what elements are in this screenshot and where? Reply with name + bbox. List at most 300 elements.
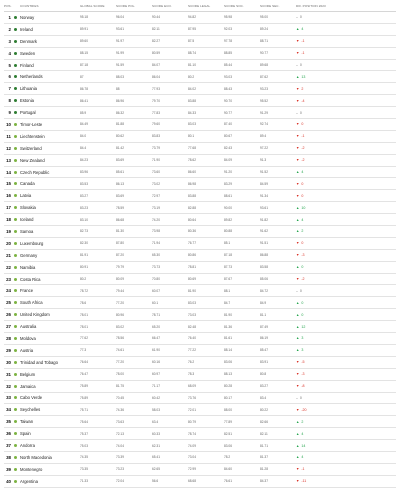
table-row[interactable] — [4, 238, 396, 250]
safety-score: 93.23 — [260, 86, 268, 91]
table-row[interactable] — [4, 345, 396, 357]
arrow-up-icon: ▲ — [296, 27, 300, 32]
economic-score: 71.90 — [152, 158, 160, 163]
global-score: 82.73 — [80, 229, 88, 234]
arrow-down-icon: ▼ — [296, 146, 300, 151]
table-row[interactable] — [4, 357, 396, 369]
arrow-up-icon: ▲ — [296, 443, 300, 448]
table-row[interactable] — [4, 143, 396, 155]
social-score: 80.17 — [224, 395, 232, 400]
legal-score: 77.68 — [188, 146, 196, 151]
arrow-down-icon: ▼ — [296, 51, 300, 56]
rank-cell: 15 — [6, 181, 11, 187]
table-row[interactable] — [4, 297, 396, 309]
political-score: 77.20 — [116, 360, 124, 365]
position-change — [296, 336, 356, 340]
table-row[interactable] — [4, 178, 396, 190]
status-dot-icon — [11, 242, 20, 245]
country-name: Switzerland — [20, 145, 42, 151]
economic-score: 86.04 — [152, 74, 160, 79]
status-dot-icon — [11, 289, 20, 292]
arrow-down-icon: ▼ — [296, 467, 300, 472]
economic-score: 65.20 — [152, 324, 160, 329]
country-name: Taiwan — [20, 419, 34, 425]
position-change — [296, 467, 356, 471]
table-row[interactable] — [4, 333, 396, 345]
position-change — [296, 301, 356, 305]
global-score: 83.10 — [80, 217, 88, 222]
table-row[interactable] — [4, 416, 396, 428]
country-name: Norway — [20, 14, 35, 20]
position-change — [296, 15, 356, 19]
global-score: 85.9 — [80, 110, 87, 115]
global-score: 78.01 — [80, 312, 88, 317]
legal-score: 94.82 — [188, 15, 196, 20]
position-change-value: 0 — [301, 300, 304, 305]
rank-cell: 19 — [6, 228, 11, 234]
global-score: 84.23 — [80, 158, 88, 163]
country-name: Timor-Leste — [20, 121, 43, 127]
safety-score: 84.9 — [260, 300, 267, 305]
economic-score: 60.33 — [152, 431, 160, 436]
economic-score: 73.73 — [152, 265, 160, 270]
political-score: 85.61 — [116, 170, 124, 175]
global-score: 83.96 — [80, 170, 88, 175]
country-name: Montenegro — [20, 466, 43, 472]
arrow-up-icon: ▲ — [296, 74, 300, 79]
table-row[interactable] — [4, 36, 396, 48]
global-score: 75.03 — [80, 443, 88, 448]
social-score: 81.90 — [224, 312, 232, 317]
economic-score: 78.71 — [152, 312, 160, 317]
status-dot-icon — [11, 16, 20, 19]
economic-score: 73.98 — [152, 229, 160, 234]
economic-score: 66.47 — [152, 336, 160, 341]
position-change-value: -3 — [301, 372, 305, 377]
safety-score: 92.74 — [260, 122, 268, 127]
table-row[interactable] — [4, 309, 396, 321]
legal-score: 72.99 — [188, 467, 196, 472]
political-score: 91.59 — [116, 63, 124, 67]
safety-score: 89.24 — [260, 27, 268, 32]
rank-cell: 37 — [6, 443, 11, 448]
country-name: Denmark — [20, 38, 37, 44]
legal-score: 88.74 — [188, 51, 196, 56]
table-row[interactable] — [4, 321, 396, 333]
country-name: Slovakia — [20, 205, 36, 211]
political-score: 86.96 — [116, 98, 124, 103]
safety-score: 87.49 — [260, 324, 268, 329]
legal-score: 82.48 — [188, 324, 196, 329]
position-change-value: 2 — [301, 229, 304, 234]
dash-icon: – — [296, 15, 298, 20]
rank-cell: 23 — [6, 276, 11, 282]
status-dot-icon — [11, 171, 20, 174]
country-name: New Zealand — [20, 157, 45, 163]
table-row[interactable] — [4, 48, 396, 60]
position-change-value: -1 — [301, 134, 305, 139]
safety-score: 90.77 — [260, 51, 268, 56]
status-dot-icon — [11, 456, 20, 459]
economic-score: 60.07 — [152, 288, 160, 293]
rank-cell: 31 — [6, 371, 11, 377]
status-dot-icon — [11, 135, 20, 138]
political-score: 78.00 — [116, 372, 124, 377]
table-row[interactable] — [4, 202, 396, 214]
rank-cell: 21 — [6, 252, 11, 258]
table-row[interactable] — [4, 190, 396, 202]
status-dot-icon — [11, 385, 20, 388]
global-score: 88.15 — [80, 51, 88, 56]
position-change — [296, 122, 356, 126]
economic-score: 61.90 — [152, 348, 160, 353]
status-dot-icon — [11, 111, 20, 114]
safety-score: 95.52 — [260, 98, 268, 103]
legal-score: 77.22 — [188, 348, 196, 353]
economic-score: 82.11 — [152, 27, 160, 32]
legal-score: 80.86 — [188, 253, 196, 258]
position-change — [296, 313, 356, 317]
table-row[interactable] — [4, 476, 396, 488]
table-row[interactable] — [4, 440, 396, 452]
position-change-value: 0 — [299, 288, 302, 293]
legal-score: 83.03 — [188, 300, 196, 305]
political-score: 80.09 — [116, 277, 124, 282]
legal-score: 83.03 — [188, 122, 196, 127]
political-score: 81.88 — [116, 122, 124, 127]
country-name: Liechtenstein — [20, 133, 45, 139]
legal-score: 78.81 — [188, 265, 196, 270]
rank-cell: 18 — [6, 217, 11, 223]
rank-cell: 13 — [6, 157, 11, 163]
safety-score: 81.28 — [260, 467, 268, 472]
position-change-value: -1 — [301, 467, 305, 472]
legal-score: 73.04 — [188, 455, 196, 460]
global-score: 75.89 — [80, 395, 88, 400]
safety-score: 83.27 — [260, 384, 268, 389]
safety-score: 83.4 — [260, 395, 267, 400]
table-row[interactable] — [4, 381, 396, 393]
arrow-down-icon: ▼ — [296, 193, 300, 198]
global-score: 81.91 — [80, 253, 88, 258]
table-row[interactable] — [4, 404, 396, 416]
rank-cell: 11 — [6, 133, 11, 139]
economic-score: 83.83 — [152, 134, 160, 139]
status-dot-icon — [11, 206, 20, 209]
safety-score: 81.37 — [260, 455, 268, 460]
table-row[interactable] — [4, 24, 396, 36]
safety-score: 91.52 — [260, 170, 268, 175]
political-score: 74.04 — [116, 443, 124, 448]
country-name: Ireland — [20, 26, 33, 32]
position-change-value: -5 — [301, 360, 305, 365]
position-change — [296, 432, 356, 436]
economic-score: 63.4 — [152, 419, 159, 424]
table-row[interactable] — [4, 119, 396, 131]
country-name: Belgium — [20, 371, 36, 377]
political-score: 83.69 — [116, 158, 124, 163]
safety-score: 84.59 — [260, 181, 268, 186]
social-score: 88.1 — [224, 288, 231, 293]
position-change-value: -3 — [301, 253, 305, 258]
rank-cell: 4 — [8, 50, 11, 56]
position-change-value: 0 — [299, 110, 302, 115]
table-row[interactable] — [4, 285, 396, 297]
legal-score: 73.03 — [188, 312, 196, 317]
country-name: Austria — [20, 347, 34, 353]
table-row[interactable] — [4, 262, 396, 274]
position-change — [296, 372, 356, 376]
position-change-value: 4 — [301, 217, 304, 222]
social-score: 88.61 — [224, 193, 232, 198]
global-score: 82.30 — [80, 241, 88, 246]
political-score: 78.59 — [116, 205, 124, 210]
legal-score: 87.5 — [188, 39, 195, 44]
social-score: 83.29 — [224, 181, 232, 186]
country-name: Costa Rica — [20, 276, 41, 282]
table-row[interactable] — [4, 393, 396, 405]
safety-score: 84.72 — [260, 288, 268, 293]
global-score: 76.64 — [80, 360, 88, 365]
table-row[interactable] — [4, 12, 396, 24]
arrow-down-icon: ▼ — [296, 277, 300, 282]
political-score: 77.20 — [116, 300, 124, 305]
legal-score: 81.90 — [188, 288, 196, 293]
table-row[interactable] — [4, 71, 396, 83]
arrow-up-icon: ▲ — [296, 431, 300, 436]
economic-score: 71.17 — [152, 384, 160, 389]
country-name: North Macedonia — [20, 454, 52, 460]
safety-score: 93.61 — [260, 205, 268, 210]
political-score: 81.30 — [116, 229, 124, 234]
position-change — [296, 206, 356, 210]
header-pos: POS. — [4, 4, 12, 8]
table-row[interactable] — [4, 428, 396, 440]
legal-score: 81.10 — [188, 63, 196, 67]
table-row[interactable] — [4, 60, 396, 72]
political-score: 73.63 — [116, 419, 124, 424]
position-change — [296, 265, 356, 269]
position-change — [296, 229, 356, 233]
rank-cell: 36 — [6, 431, 11, 437]
position-change — [296, 218, 356, 222]
position-change-value: -1 — [301, 51, 305, 56]
legal-score: 78.74 — [188, 431, 196, 436]
economic-score: 65.30 — [152, 253, 160, 258]
arrow-down-icon: ▼ — [296, 98, 300, 103]
safety-score: 82.66 — [260, 419, 268, 424]
position-change-value: 2 — [301, 419, 304, 424]
global-score: 75.71 — [80, 407, 88, 412]
political-score: 70.45 — [116, 395, 124, 400]
social-score: 88.14 — [224, 348, 232, 353]
position-change — [296, 277, 356, 281]
country-name: Andorra — [20, 443, 35, 448]
position-change-value: 3 — [301, 336, 304, 341]
social-score: 83.06 — [224, 443, 232, 448]
arrow-down-icon: ▼ — [296, 360, 300, 365]
legal-score: 76.77 — [188, 241, 196, 246]
table-row[interactable] — [4, 155, 396, 167]
economic-score: 77.83 — [152, 110, 160, 115]
social-score: 89.82 — [224, 217, 232, 222]
political-score: 96.04 — [116, 15, 124, 20]
table-row[interactable] — [4, 214, 396, 226]
political-score: 83.69 — [116, 193, 124, 198]
social-score: 81.61 — [224, 336, 232, 341]
global-score: 84.0 — [80, 134, 87, 139]
table-row[interactable] — [4, 226, 396, 238]
position-change-value: 0 — [301, 122, 304, 127]
arrow-up-icon: ▲ — [296, 217, 300, 222]
position-change — [296, 360, 356, 364]
global-score: 84.4 — [80, 146, 87, 151]
rank-cell: 20 — [6, 240, 11, 246]
dash-icon: – — [296, 110, 298, 115]
header-safety-score: SCORE SEC. — [260, 4, 280, 8]
legal-score: 83.88 — [188, 193, 196, 198]
economic-score: 73.60 — [152, 170, 160, 175]
status-dot-icon — [11, 468, 20, 471]
country-name: United Kingdom — [20, 312, 50, 318]
global-score: 86.78 — [80, 86, 88, 91]
arrow-down-icon: ▼ — [296, 407, 300, 412]
table-header — [4, 1, 396, 12]
status-dot-icon — [11, 218, 20, 221]
political-score: 93.61 — [116, 27, 124, 32]
header-economic-score: SCORE ECO. — [152, 4, 172, 8]
country-name: Netherlands — [20, 74, 43, 80]
economic-score: 62.31 — [152, 443, 160, 448]
rank-cell: 2 — [8, 26, 11, 32]
economic-score: 60.16 — [152, 360, 160, 365]
economic-score: 60.42 — [152, 395, 160, 400]
position-change-value: 13 — [301, 74, 306, 79]
legal-score: 82.88 — [188, 205, 196, 210]
table-row[interactable] — [4, 274, 396, 286]
social-score: 97.78 — [224, 39, 232, 44]
legal-score: 83.88 — [188, 98, 196, 103]
dash-icon: – — [296, 395, 298, 400]
header-position-change: DIF. POSITION 2023 — [296, 4, 326, 8]
country-name: Australia — [20, 324, 37, 330]
position-change — [296, 396, 356, 400]
table-body — [4, 12, 396, 488]
position-change-value: -8 — [301, 384, 305, 389]
political-score: 88 — [116, 86, 120, 91]
position-change-value: 0 — [301, 193, 304, 198]
rank-cell: 25 — [6, 300, 11, 306]
economic-score: 79.70 — [152, 98, 160, 103]
table-row[interactable] — [4, 369, 396, 381]
legal-score: 68.09 — [188, 384, 196, 389]
position-change — [296, 99, 356, 103]
arrow-down-icon: ▼ — [296, 384, 300, 389]
social-score: 88.13 — [224, 372, 232, 377]
economic-score: 84.07 — [152, 63, 160, 67]
global-score: 80.2 — [80, 277, 87, 282]
position-change — [296, 170, 356, 174]
legal-score: 76.40 — [188, 336, 196, 341]
legal-score: 78.3 — [188, 372, 195, 377]
economic-score: 79.60 — [152, 122, 160, 127]
status-dot-icon — [11, 87, 20, 90]
political-score: 74.61 — [116, 348, 124, 353]
social-score: 88.43 — [224, 86, 232, 91]
status-dot-icon — [11, 480, 20, 483]
table-row[interactable] — [4, 464, 396, 476]
political-score: 79.44 — [116, 288, 124, 293]
economic-score: 72.97 — [152, 193, 160, 198]
arrow-up-icon: ▲ — [296, 348, 300, 353]
country-name: Sweden — [20, 50, 36, 56]
position-change — [296, 111, 356, 115]
arrow-down-icon: ▼ — [296, 134, 300, 139]
arrow-up-icon: ▲ — [296, 229, 300, 234]
political-score: 86.13 — [116, 181, 124, 186]
position-change-value: -4 — [301, 98, 305, 103]
legal-score: 80.79 — [188, 419, 196, 424]
status-dot-icon — [11, 52, 20, 55]
global-score: 83.53 — [80, 181, 88, 186]
country-name: Namibia — [20, 264, 36, 270]
economic-score: 90.44 — [152, 15, 160, 20]
legal-score: 80.36 — [188, 229, 196, 234]
rank-cell: 26 — [6, 312, 11, 318]
global-score: 89.60 — [80, 39, 88, 44]
table-row[interactable] — [4, 83, 396, 95]
country-name: Jamaica — [20, 383, 36, 389]
arrow-down-icon: ▼ — [296, 86, 300, 91]
position-change-value: 4 — [301, 431, 304, 436]
table-row[interactable] — [4, 167, 396, 179]
position-change — [296, 87, 356, 91]
position-change-value: 2 — [301, 86, 304, 91]
country-name: Luxembourg — [20, 240, 44, 246]
legal-score: 87.95 — [188, 27, 196, 32]
position-change — [296, 444, 356, 448]
rank-cell: 34 — [6, 407, 11, 413]
table-row[interactable] — [4, 95, 396, 107]
arrow-up-icon: ▲ — [296, 419, 300, 424]
legal-score: 78.62 — [188, 158, 196, 163]
safety-score: 91.29 — [260, 110, 268, 115]
social-score: 84.09 — [224, 158, 232, 163]
table-row[interactable] — [4, 131, 396, 143]
country-name: Moldova — [20, 335, 36, 341]
table-row[interactable] — [4, 250, 396, 262]
header-political-score: SCORE POL. — [116, 4, 136, 8]
safety-score: 86.19 — [260, 336, 268, 341]
legal-score: 68.68 — [188, 479, 196, 484]
rank-cell: 9 — [8, 110, 11, 116]
position-change-value: -1 — [301, 39, 305, 44]
status-dot-icon — [11, 147, 20, 150]
legal-score: 76.2 — [188, 360, 195, 365]
safety-score: 80.22 — [260, 407, 268, 412]
global-score: 78.6 — [80, 300, 87, 305]
arrow-up-icon: ▲ — [296, 265, 300, 270]
global-score: 78.01 — [80, 324, 88, 329]
rank-cell: 35 — [6, 419, 11, 425]
position-change-value: 14 — [301, 443, 306, 448]
arrow-down-icon: ▼ — [296, 241, 300, 246]
position-change-value: 0 — [299, 63, 302, 67]
position-change — [296, 134, 356, 138]
table-row[interactable] — [4, 107, 396, 119]
position-change-value: 0 — [301, 265, 304, 270]
economic-score: 73.79 — [152, 146, 160, 151]
